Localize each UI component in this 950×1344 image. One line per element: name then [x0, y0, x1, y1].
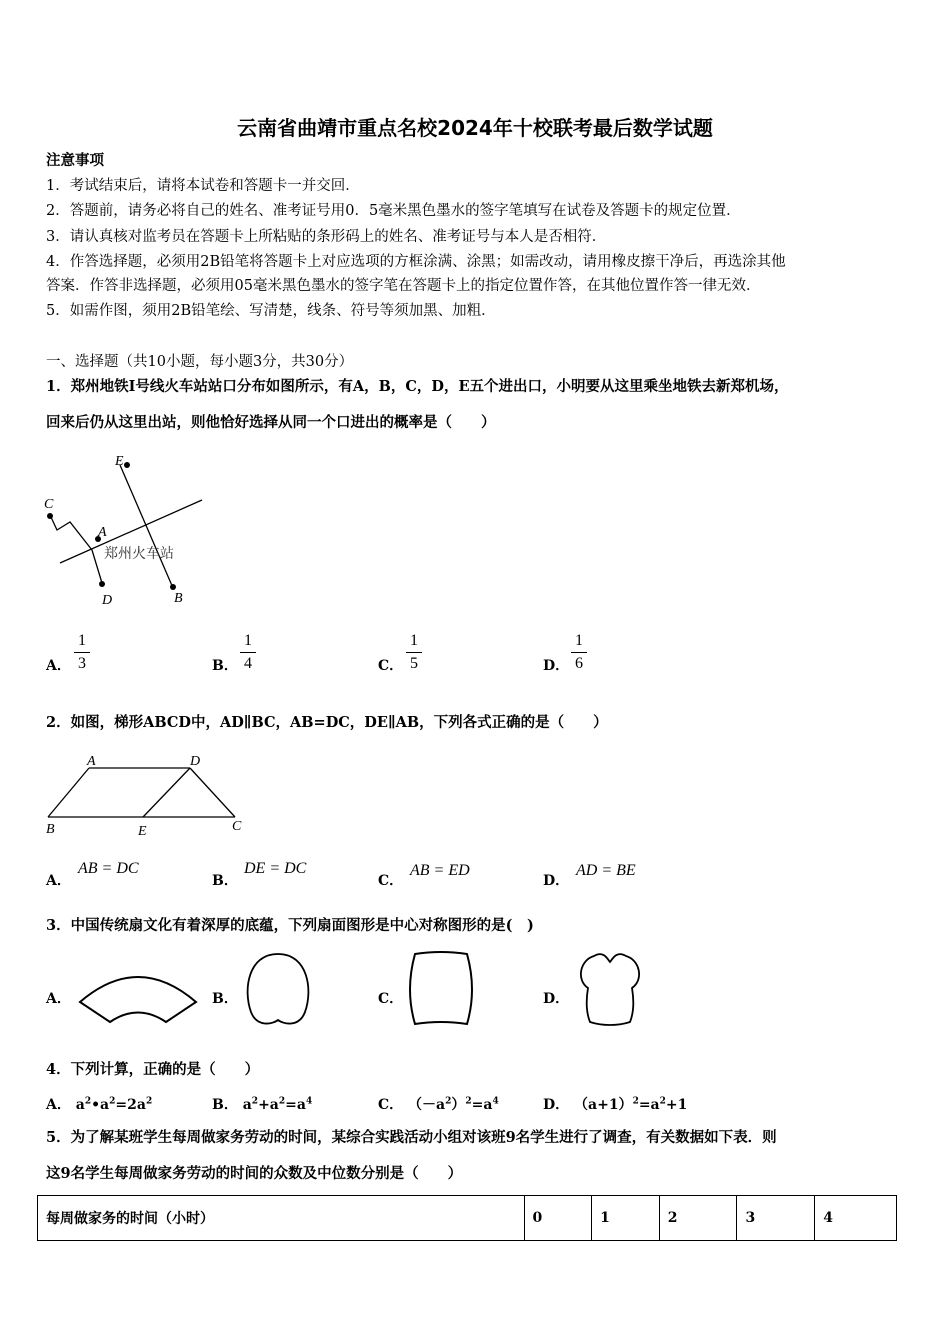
fraction-denominator: 5 — [410, 655, 418, 672]
fraction-denominator: 4 — [244, 655, 252, 672]
q4-term: =a — [638, 1097, 660, 1113]
q4-option-b[interactable] — [212, 1094, 312, 1114]
notice-item: 5．如需作图，须用2B铅笔绘、写清楚，线条、符号等须加黑、加粗． — [46, 303, 496, 319]
q3-fan-shape-c[interactable] — [405, 950, 477, 1028]
q1-point-d — [99, 581, 105, 587]
q4-option-c[interactable] — [378, 1094, 499, 1114]
q4-exponent: 2 — [278, 1096, 286, 1107]
q1-option-letter[interactable]: B． — [212, 658, 238, 674]
q4-exponent: 2 — [445, 1096, 452, 1107]
q2-trapezoid-figure — [40, 750, 250, 840]
table-header-cell: 每周做家务的时间（小时） — [38, 1196, 525, 1241]
q4-option-a[interactable] — [46, 1094, 152, 1114]
fraction-bar — [74, 652, 90, 653]
section-heading: 一、选择题（共10小题，每小题3分，共30分） — [46, 354, 354, 370]
q3-option-letter[interactable]: B． — [212, 991, 238, 1007]
q4-term: a — [75, 1097, 85, 1113]
q4-term: +a — [258, 1097, 279, 1113]
q3-fan-shape-a[interactable] — [76, 958, 201, 1028]
q4-exponent: 4 — [305, 1096, 313, 1107]
fraction-denominator: 3 — [78, 655, 86, 672]
q2-stem: 2．如图，梯形ABCD中，AD∥BC，AB=DC，DE∥AB，下列各式正确的是（ ） — [46, 714, 608, 731]
q2-option-letter[interactable]: D． — [543, 873, 570, 889]
fraction-numerator: 1 — [244, 632, 252, 649]
q2-label-a: A — [87, 754, 96, 769]
q4-option-letter: C． — [378, 1097, 404, 1113]
q2-label-e: E — [138, 824, 147, 839]
fraction-bar — [571, 652, 587, 653]
q2-option-letter[interactable]: C． — [378, 873, 404, 889]
q2-label-b: B — [46, 822, 55, 837]
q1-line-cd — [50, 515, 102, 583]
q4-exponent: 2 — [145, 1096, 153, 1107]
q4-exponent: 2 — [465, 1096, 472, 1107]
table-cell: 2 — [659, 1196, 737, 1241]
q1-station-name: 郑州火车站 — [104, 546, 174, 562]
q1-option-letter[interactable]: D． — [543, 658, 570, 674]
q4-option-letter: B． — [212, 1097, 238, 1113]
q3-fan-shape-d[interactable] — [574, 948, 646, 1028]
q2-label-d: D — [190, 754, 201, 769]
q3-fan-shape-b[interactable] — [243, 950, 313, 1030]
q2-side-de — [143, 768, 190, 817]
fraction-numerator: 1 — [575, 632, 583, 649]
q4-option-letter: D． — [543, 1097, 570, 1113]
notice-item: 2．答题前，请务必将自己的姓名、准考证号用0．5毫米黑色墨水的签字笔填写在试卷及答题卡的规定位置． — [46, 203, 741, 219]
q3-option-letter[interactable]: C． — [378, 991, 404, 1007]
table-cell: 3 — [737, 1196, 815, 1241]
q1-option-c-fraction[interactable] — [404, 632, 424, 673]
q3-fan-outline-b — [248, 954, 309, 1024]
q3-fan-outline-c — [410, 952, 472, 1024]
q3-option-letter[interactable]: A． — [46, 991, 71, 1007]
q4-exponent: 4 — [492, 1096, 499, 1107]
q1-label-e: E — [115, 454, 124, 469]
q2-side-dc — [190, 768, 235, 817]
q1-option-a-fraction[interactable] — [72, 632, 92, 673]
q3-fan-outline-a — [80, 977, 196, 1022]
q4-term: （a+1） — [574, 1097, 633, 1113]
fraction-bar — [406, 652, 422, 653]
q3-stem: 3．中国传统扇文化有着深厚的底蕴，下列扇面图形是中心对称图形的是( ) — [46, 917, 534, 934]
table-row — [38, 1196, 897, 1241]
q1-label-d: D — [102, 593, 113, 608]
q4-term: （－a — [408, 1097, 446, 1113]
q4-exponent: 2 — [84, 1096, 92, 1107]
q4-exponent: 2 — [109, 1096, 116, 1107]
q4-term: =2a — [115, 1097, 146, 1113]
fraction-denominator: 6 — [575, 655, 583, 672]
q3-fan-outline-d — [581, 954, 639, 1025]
notice-item: 3．请认真核对监考员在答题卡上所粘贴的条形码上的姓名、准考证号与本人是否相符． — [46, 229, 607, 245]
q1-option-b-fraction[interactable] — [238, 632, 258, 673]
q5-stem-line2: 这9名学生每周做家务劳动的时间的众数及中位数分别是（ ） — [46, 1165, 463, 1182]
q4-term: ） — [451, 1097, 466, 1113]
q5-data-table — [37, 1195, 897, 1241]
q1-station-figure — [40, 450, 210, 610]
table-cell: 0 — [524, 1196, 592, 1241]
q4-term: •a — [91, 1097, 110, 1113]
q3-option-letter[interactable]: D． — [543, 991, 570, 1007]
notice-item: 4．作答选择题，必须用2B铅笔将答题卡上对应选项的方框涂满、涂黑；如需改动，请用橡皮擦干净后，再选涂其他 — [46, 254, 786, 270]
q1-stem-line2: 回来后仍从这里出站，则他恰好选择从同一个口进出的概率是（ ） — [46, 414, 496, 431]
q2-option-c-expr[interactable]: AB = ED — [410, 862, 470, 879]
q4-term: +1 — [665, 1097, 688, 1113]
q2-option-a-expr[interactable]: AB = DC — [78, 860, 139, 877]
page-title: 云南省曲靖市重点名校2024年十校联考最后数学试题 — [237, 116, 713, 140]
notice-item: 1．考试结束后，请将本试卷和答题卡一并交回． — [46, 178, 360, 194]
q1-point-b — [170, 584, 176, 590]
q4-term: =a — [471, 1097, 493, 1113]
q1-label-c: C — [44, 497, 54, 512]
table-cell: 1 — [592, 1196, 660, 1241]
q2-option-letter[interactable]: B． — [212, 873, 238, 889]
q1-label-b: B — [174, 591, 183, 606]
q1-line-eb — [120, 465, 173, 588]
q2-side-ab — [48, 768, 89, 817]
q4-exponent: 2 — [251, 1096, 259, 1107]
q1-option-letter[interactable]: C． — [378, 658, 404, 674]
notice-heading: 注意事项 — [46, 152, 104, 169]
q1-label-a: A — [98, 525, 107, 540]
q2-option-b-expr[interactable]: DE = DC — [244, 860, 307, 877]
q2-label-c: C — [232, 819, 242, 834]
fraction-numerator: 1 — [410, 632, 418, 649]
q4-exponent: 2 — [659, 1096, 666, 1107]
q1-stem-line1: 1．郑州地铁Ⅰ号线火车站站口分布如图所示，有A，B，C，D，E五个进出口，小明要从这里乘坐地铁去新郑机场， — [46, 378, 789, 395]
q2-option-letter[interactable]: A． — [46, 873, 71, 889]
q4-exponent: 2 — [632, 1096, 639, 1107]
q4-term: =a — [285, 1097, 306, 1113]
fraction-bar — [240, 652, 256, 653]
q5-stem-line1: 5．为了解某班学生每周做家务劳动的时间，某综合实践活动小组对该班9名学生进行了调查，有关数据如下表．则 — [46, 1129, 777, 1146]
q1-point-e — [124, 462, 130, 468]
notice-item: 答案．作答非选择题，必须用05毫米黑色墨水的签字笔在答题卡上的指定位置作答，在其他位置作答一律无效． — [46, 278, 761, 294]
q2-option-d-expr[interactable]: AD = BE — [576, 862, 636, 879]
q4-stem: 4．下列计算，正确的是（ ） — [46, 1061, 260, 1078]
q1-option-letter[interactable]: A． — [46, 658, 71, 674]
q4-option-letter: A． — [46, 1097, 71, 1113]
q4-option-d[interactable] — [543, 1094, 687, 1114]
q4-term: a — [242, 1097, 252, 1113]
fraction-numerator: 1 — [78, 632, 86, 649]
q1-point-c — [47, 513, 53, 519]
table-cell: 4 — [815, 1196, 897, 1241]
q1-option-d-fraction[interactable] — [569, 632, 589, 673]
